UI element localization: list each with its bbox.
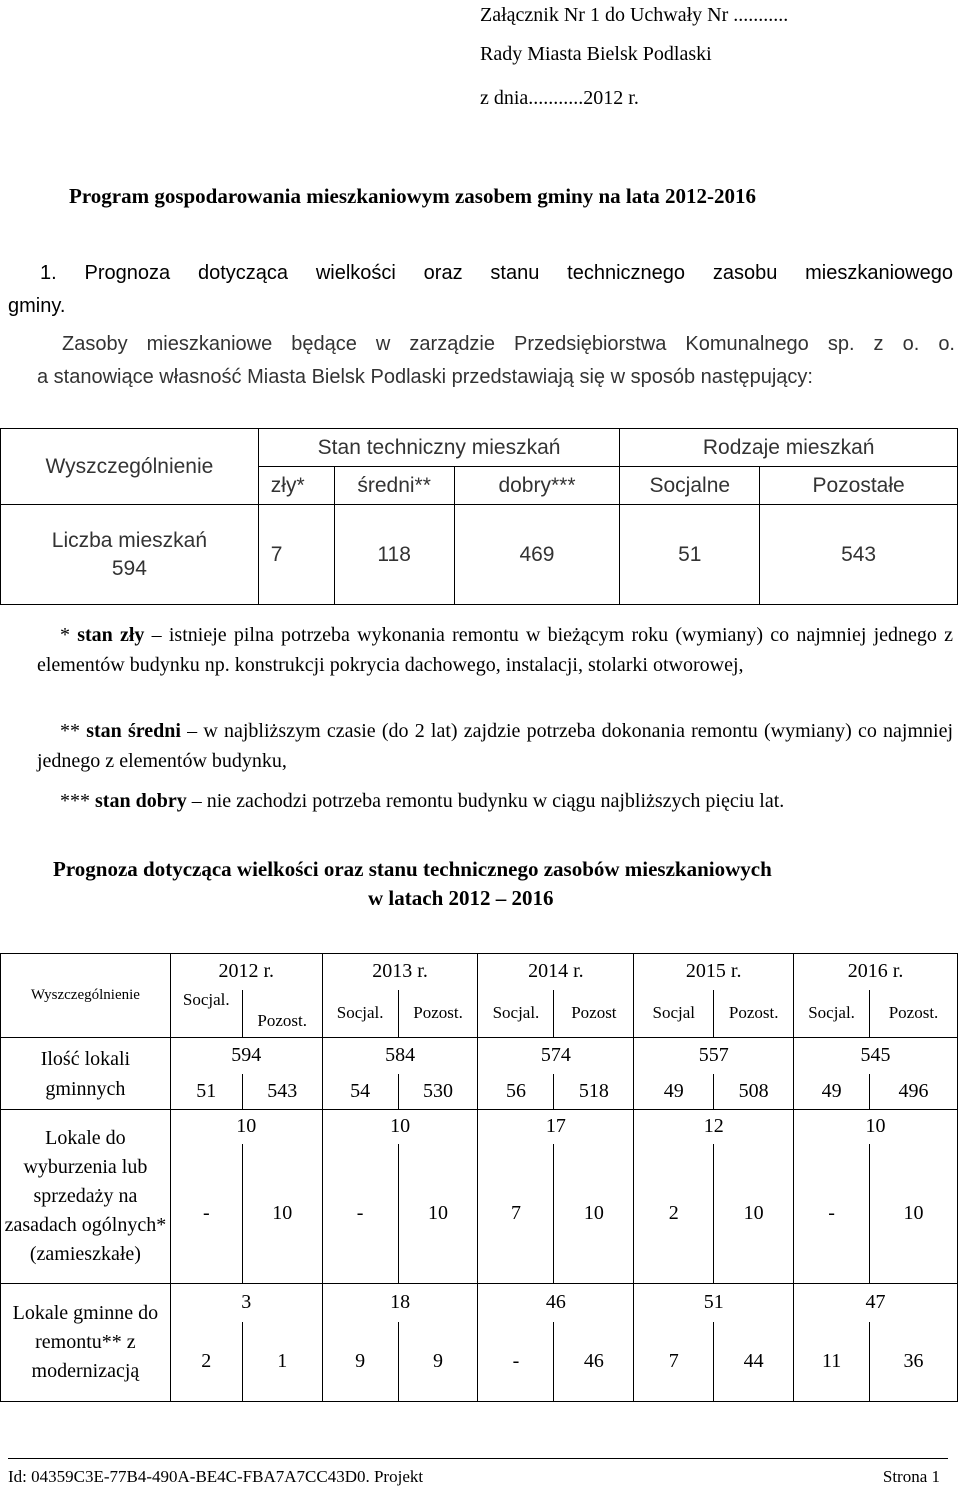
table-cell: 49 [794,1074,870,1110]
row-label-text: Liczba mieszkań [51,528,207,552]
col-header: Wyszczególnienie [1,954,171,1038]
row-label: Ilość lokali gminnych [1,1038,171,1110]
page-title: Program gospodarowania mieszkaniowym zasobem gminy na lata 2012-2016 [69,184,756,208]
year-header: 2015 r. [634,954,794,990]
note-mark: * [60,624,70,646]
total-cell: 47 [794,1284,958,1322]
table-cell: 56 [478,1074,554,1110]
subheader: Pozost [554,990,634,1038]
year-header: 2013 r. [322,954,478,990]
subheader: Socjal. [478,990,554,1038]
subheader: Pozost. [870,990,958,1038]
subheader: średni** [334,467,454,505]
table-cell: 9 [398,1322,478,1402]
subheader: Socjal. [170,990,242,1038]
total-cell: 10 [170,1110,322,1144]
forecast-table [0,953,958,1402]
table-cell: 518 [554,1074,634,1110]
total-cell: 18 [322,1284,478,1322]
total-cell: 12 [634,1110,794,1144]
note-text: – w najbliższym czasie (do 2 lat) zajdzie potrzeba dokonania remontu (wymiany) co najmniej jednego z elementów budynku, [37,720,954,772]
document-id: Id: 04359C3E-77B4-490A-BE4C-FBA7A7CC43D0. Projekt [8,1467,424,1486]
total-cell: 10 [794,1110,958,1144]
table-cell: 46 [554,1322,634,1402]
subheader: Pozostałe [760,467,958,505]
council-line: Rady Miasta Bielsk Podlaski [480,43,712,65]
total-cell: 51 [634,1284,794,1322]
note-mark: *** [60,790,90,812]
note-text: – nie zachodzi potrzeba remontu budynku w ciągu najbliższych pięciu lat. [191,790,785,812]
table-cell: 51 [620,505,760,605]
subheader: Socjal. [322,990,398,1038]
table-cell: 7 [634,1322,714,1402]
note-term: stan zły [77,624,145,646]
intro-text-cont: a stanowiące własność Miasta Bielsk Podlaski przedstawiają się w sposób następujący: [37,366,813,388]
note-bad [37,620,953,680]
row-label: Lokale do wyburzenia lub sprzedaży na zasadach ogólnych* (zamieszkałe) [1,1110,171,1284]
total-cell: 545 [794,1038,958,1074]
note-term: stan dobry [95,790,187,812]
table-cell: 10 [870,1144,958,1284]
table-cell: - [478,1322,554,1402]
group-header-types: Rodzaje mieszkań [620,429,958,467]
note-mark: ** [60,720,80,742]
col-header: Wyszczególnienie [1,429,259,505]
table-cell: 44 [714,1322,794,1402]
table-cell: 543 [760,505,958,605]
section-heading-cont: gminy. [8,295,66,317]
note-medium [37,716,953,776]
table-cell: - [794,1144,870,1284]
total-cell: 584 [322,1038,478,1074]
table-cell: 36 [870,1322,958,1402]
table-cell: 2 [634,1144,714,1284]
total-cell: 10 [322,1110,478,1144]
total-cell: 46 [478,1284,634,1322]
subheader: Socjal. [794,990,870,1038]
table-cell: 11 [794,1322,870,1402]
total-cell: 574 [478,1038,634,1074]
total-cell: 594 [170,1038,322,1074]
year-header: 2016 r. [794,954,958,990]
forecast-title-years: w latach 2012 – 2016 [368,886,554,910]
year-header: 2012 r. [170,954,322,990]
note-text: – istnieje pilna potrzeba wykonania remontu w bieżącym roku (wymiany) co najmniej jednego z elementów budynku np. konstrukcji pokrycia dachowego, instalacji, stolarki otworowej, [37,624,954,676]
table-cell: 54 [322,1074,398,1110]
subheader: Socjal [634,990,714,1038]
page-number: Strona 1 [882,1467,940,1486]
table-cell: 10 [554,1144,634,1284]
total-cell: 17 [478,1110,634,1144]
table-cell: 496 [870,1074,958,1110]
table-cell: 469 [454,505,620,605]
table-cell: 530 [398,1074,478,1110]
group-header-condition: Stan techniczny mieszkań [258,429,620,467]
subheader: zły* [258,467,334,505]
date-line: z dnia...........2012 r. [480,87,639,109]
total-cell: 3 [170,1284,322,1322]
table-cell: 10 [714,1144,794,1284]
housing-stock-table [0,428,958,605]
table-cell: 9 [322,1322,398,1402]
note-term: stan średni [86,720,181,742]
section-heading: 1. Prognoza dotycząca wielkości oraz stanu technicznego zasobu mieszkaniowego [40,262,953,284]
row-label: Lokale gminne do remontu** z modernizacją [1,1284,171,1402]
table-cell: 7 [258,505,334,605]
table-cell: 118 [334,505,454,605]
forecast-title: Prognoza dotycząca wielkości oraz stanu technicznego zasobów mieszkaniowych [53,857,772,881]
table-cell: 7 [478,1144,554,1284]
table-cell: 543 [242,1074,322,1110]
table-cell: - [170,1144,242,1284]
intro-text: Zasoby mieszkaniowe będące w zarządzie Przedsiębiorstwa Komunalnego sp. z o. o. [62,333,955,355]
table-cell: 508 [714,1074,794,1110]
table-cell: 2 [170,1322,242,1402]
subheader: Pozost. [398,990,478,1038]
row-total: 594 [111,556,147,580]
subheader: Pozost. [242,990,322,1038]
table-cell: 10 [242,1144,322,1284]
table-cell: 1 [242,1322,322,1402]
attachment-line: Załącznik Nr 1 do Uchwały Nr ........... [480,4,789,26]
subheader: Socjalne [620,467,760,505]
table-cell: 10 [398,1144,478,1284]
subheader: Pozost. [714,990,794,1038]
row-label [1,505,259,605]
table-cell: 51 [170,1074,242,1110]
subheader: dobry*** [454,467,620,505]
footer-divider [8,1458,948,1459]
year-header: 2014 r. [478,954,634,990]
table-cell: 49 [634,1074,714,1110]
note-good [37,786,953,816]
table-cell: - [322,1144,398,1284]
total-cell: 557 [634,1038,794,1074]
